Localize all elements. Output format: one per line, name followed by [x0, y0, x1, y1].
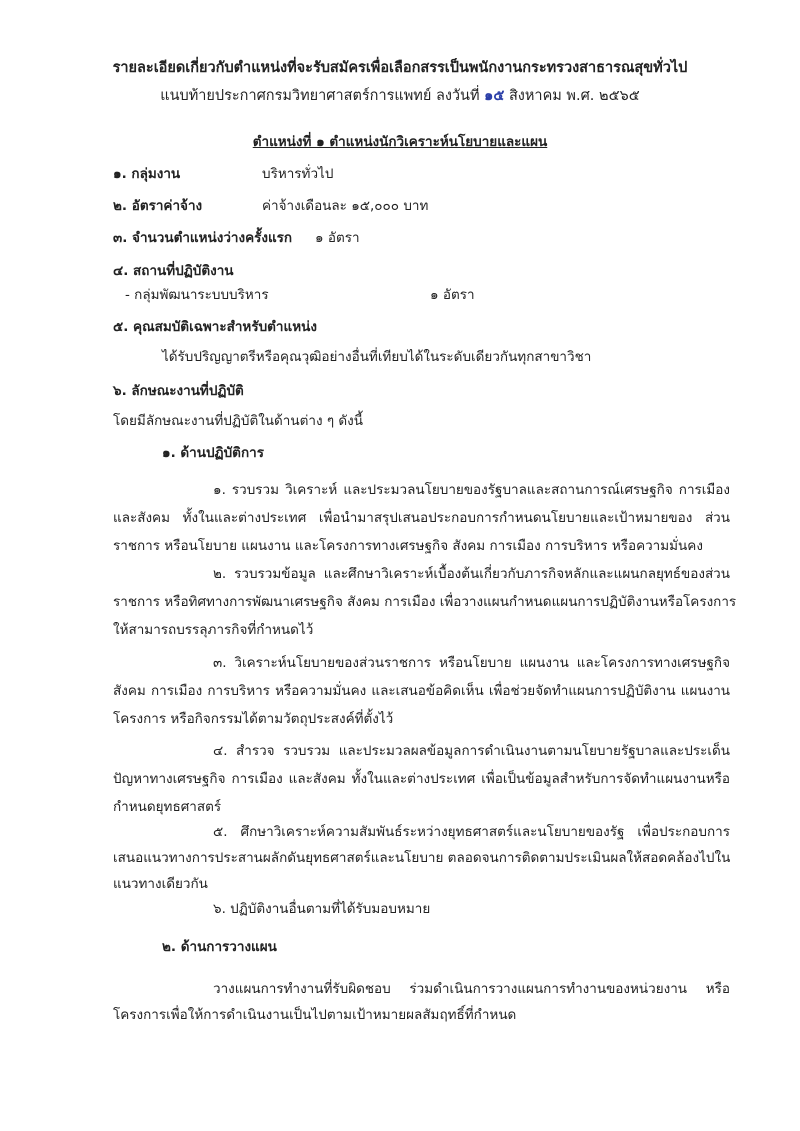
vacancy-label: ๓. จำนวนตำแหน่งว่างครั้งแรก [113, 230, 293, 246]
position-heading: ตำแหน่งที่ ๑ ตำแหน่งนักวิเคราะห์นโยบายและแผน [252, 134, 548, 150]
duty-2-line-1: ๒. รวบรวมข้อมูล และศึกษาวิเคราะห์เบื้องต้นเกี่ยวกับภารกิจหลักและแผนกลยุทธ์ของส่วน [213, 566, 730, 582]
qualification-value: ได้รับปริญญาตรีหรือคุณวุฒิอย่างอื่นที่เทียบได้ในระดับเดียวกันทุกสาขาวิชา [162, 349, 592, 365]
duty-4-line-1: ๔. สำรวจ รวบรวม และประมวลผลข้อมูลการดำเนินงานตามนโยบายรัฐบาลและประเด็น [213, 743, 730, 759]
duty-1-line-3: ราชการ หรือนโยบาย แผนงาน และโครงการทางเศรษฐกิจ สังคม การเมือง การบริหาร หรือความมั่นคง [113, 538, 703, 554]
location-unit: - กลุ่มพัฒนาระบบบริหาร [125, 287, 269, 303]
duty-2-line-2: ราชการ หรือทิศทางการพัฒนาเศรษฐกิจ สังคม การเมือง เพื่อวางแผนกำหนดแผนการปฏิบัติงานหรือโครงการ [113, 594, 737, 610]
title-prefix: แนบท้ายประกาศกรมวิทยาศาสตร์การแพทย์ ลงวันที่ [160, 88, 480, 104]
planning-line-2: โครงการเพื่อให้การดำเนินงานเป็นไปตามเป้าหมายผลสัมฤทธิ์ที่กำหนด [113, 1007, 517, 1023]
planning-heading: ๒. ด้านการวางแผน [162, 939, 277, 955]
duty-6-line-1: ๖. ปฏิบัติงานอื่นตามที่ได้รับมอบหมาย [213, 901, 431, 917]
duty-2-line-3: ให้สามารถบรรลุภารกิจที่กำหนดไว้ [113, 622, 314, 638]
duty-3-line-1: ๓. วิเคราะห์นโยบายของส่วนราชการ หรือนโยบาย แผนงาน และโครงการทางเศรษฐกิจ [213, 655, 730, 671]
duties-intro: โดยมีลักษณะงานที่ปฏิบัติในด้านต่าง ๆ ดังนี้ [113, 413, 363, 429]
planning-line-1: วางแผนการทำงานที่รับผิดชอบ ร่วมดำเนินการวางแผนการทำงานของหน่วยงาน หรือ [213, 981, 730, 997]
location-count: ๑ อัตรา [430, 287, 475, 303]
duty-4-line-2: ปัญหาทางเศรษฐกิจ การเมือง และสังคม ทั้งในและต่างประเทศ เพื่อเป็นข้อมูลสำหรับการจัดทำแผนงานหรือ [113, 771, 730, 787]
title-suffix: สิงหาคม พ.ศ. ๒๕๖๕ [508, 88, 640, 104]
duty-1-line-2: และสังคม ทั้งในและต่างประเทศ เพื่อนำมาสรุปเสนอประกอบการกำหนดนโยบายและเป้าหมายของ ส่วน [113, 510, 730, 526]
duties-label: ๖. ลักษณะงานที่ปฏิบัติ [113, 383, 244, 399]
title-line-2 [0, 86, 800, 106]
duty-5-line-3: แนวทางเดียวกัน [113, 876, 208, 892]
qualification-label: ๕. คุณสมบัติเฉพาะสำหรับตำแหน่ง [113, 319, 317, 335]
group-label: ๑. กลุ่มงาน [113, 166, 181, 182]
location-label: ๔. สถานที่ปฏิบัติงาน [113, 263, 234, 279]
duty-1-line-1: ๑. รวบรวม วิเคราะห์ และประมวลนโยบายของรัฐบาลและสถานการณ์เศรษฐกิจ การเมือง [213, 482, 730, 498]
duty-3-line-2: สังคม การเมือง การบริหาร หรือความมั่นคง และเสนอข้อคิดเห็น เพื่อช่วยจัดทำแผนการปฏิบัติงาน แผนงาน [113, 683, 730, 699]
vacancy-value: ๑ อัตรา [315, 230, 360, 246]
operations-heading: ๑. ด้านปฏิบัติการ [162, 445, 264, 461]
duty-5-line-1: ๕. ศึกษาวิเคราะห์ความสัมพันธ์ระหว่างยุทธศาสตร์และนโยบายของรัฐ เพื่อประกอบการ [213, 824, 730, 840]
group-value: บริหารทั่วไป [262, 166, 334, 182]
wage-value: ค่าจ้างเดือนละ ๑๕,๐๐๐ บาท [262, 198, 429, 214]
title-day: ๑๕ [484, 88, 505, 104]
title-line-1: รายละเอียดเกี่ยวกับตำแหน่งที่จะรับสมัครเพื่อเลือกสรรเป็นพนักงานกระทรวงสาธารณสุขทั่วไป [112, 60, 688, 76]
duty-5-line-2: เสนอแนวทางการประสานผลักดันยุทธศาสตร์และนโยบาย ตลอดจนการติดตามประเมินผลให้สอดคล้องไปใน [113, 850, 731, 866]
wage-label: ๒. อัตราค่าจ้าง [113, 198, 203, 214]
duty-3-line-3: โครงการ หรือกิจกรรมได้ตามวัตถุประสงค์ที่ตั้งไว้ [113, 711, 394, 727]
duty-4-line-3: กำหนดยุทธศาสตร์ [113, 799, 222, 815]
